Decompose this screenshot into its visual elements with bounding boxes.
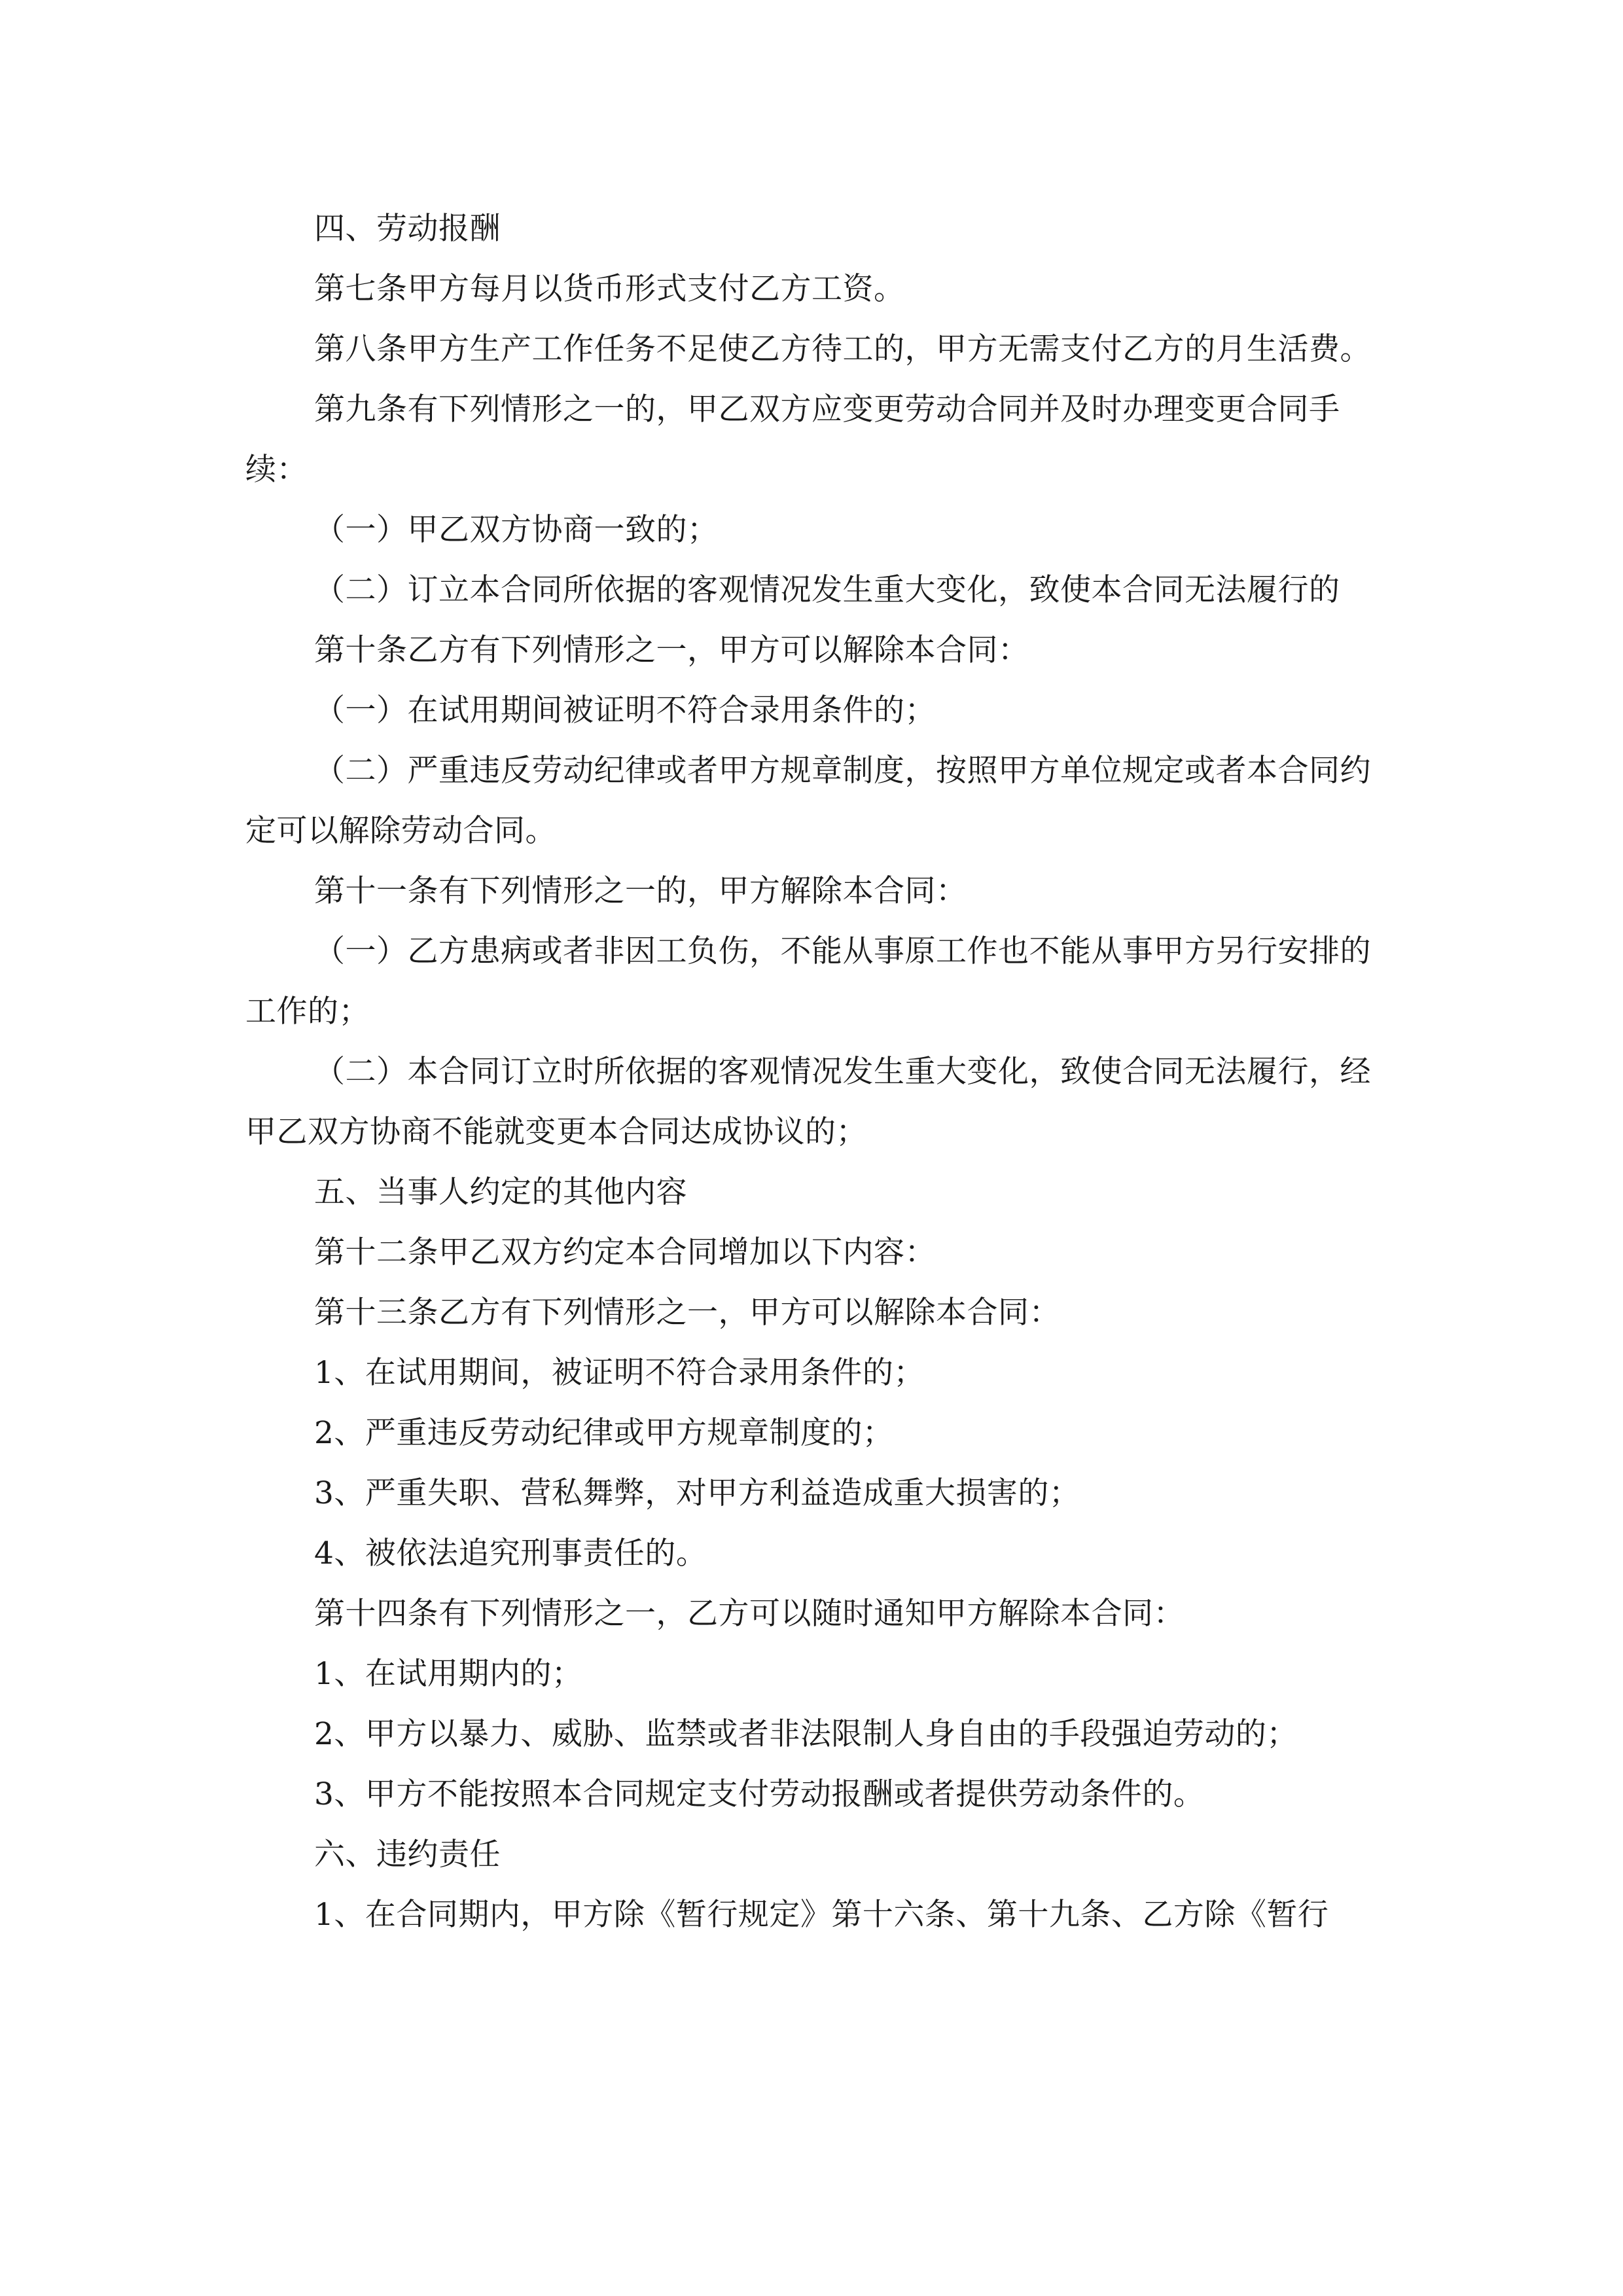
article-10: 第十条乙方有下列情形之一，甲方可以解除本合同： [314,632,1029,668]
article-14: 第十四条有下列情形之一，乙方可以随时通知甲方解除本合同： [314,1596,1185,1632]
article-11-item-1-continued: 工作的； [245,994,370,1030]
article-8: 第八条甲方生产工作任务不足使乙方待工的，甲方无需支付乙方的月生活费。 [314,331,1371,367]
article-11-item-1: （一）乙方患病或者非因工负伤，不能从事原工作也不能从事甲方另行安排的 [314,933,1371,969]
document-body [245,199,1391,1945]
article-9-item-2: （二）订立本合同所依据的客观情况发生重大变化，致使本合同无法履行的 [314,572,1340,608]
article-14-item-3: 3、甲方不能按照本合同规定支付劳动报酬或者提供劳动条件的。 [314,1776,1205,1812]
article-10-item-2-continued: 定可以解除劳动合同。 [245,813,556,849]
article-9: 第九条有下列情形之一的，甲乙双方应变更劳动合同并及时办理变更合同手 [314,391,1340,427]
article-12: 第十二条甲乙双方约定本合同增加以下内容： [314,1234,936,1270]
article-11-item-2: （二）本合同订立时所依据的客观情况发生重大变化，致使合同无法履行，经 [314,1054,1371,1090]
section-heading-remuneration: 四、劳动报酬 [314,211,501,247]
article-9-continued: 续： [245,452,308,488]
article-10-item-1: （一）在试用期间被证明不符合录用条件的； [314,692,936,728]
article-13: 第十三条乙方有下列情形之一，甲方可以解除本合同： [314,1295,1060,1331]
article-10-item-2: （二）严重违反劳动纪律或者甲方规章制度，按照甲方单位规定或者本合同约 [314,753,1371,789]
section-heading-liability: 六、违约责任 [314,1837,501,1873]
article-13-item-1: 1、在试用期间，被证明不符合录用条件的； [314,1355,925,1391]
liability-item-1: 1、在合同期内，甲方除《暂行规定》第十六条、第十九条、乙方除《暂行 [314,1897,1329,1933]
article-13-item-4: 4、被依法追究刑事责任的。 [314,1535,707,1571]
article-14-item-1: 1、在试用期内的； [314,1656,583,1692]
article-13-item-3: 3、严重失职、营私舞弊，对甲方利益造成重大损害的； [314,1475,1080,1511]
article-14-item-2: 2、甲方以暴力、威胁、监禁或者非法限制人身自由的手段强迫劳动的； [314,1716,1298,1752]
section-heading-other-terms: 五、当事人约定的其他内容 [314,1174,687,1210]
article-11-item-2-continued: 甲乙双方协商不能就变更本合同达成协议的； [245,1114,867,1150]
article-7: 第七条甲方每月以货币形式支付乙方工资。 [314,271,905,307]
article-9-item-1: （一）甲乙双方协商一致的； [314,512,719,548]
article-13-item-2: 2、严重违反劳动纪律或甲方规章制度的； [314,1415,894,1451]
article-11: 第十一条有下列情形之一的，甲方解除本合同： [314,873,967,909]
